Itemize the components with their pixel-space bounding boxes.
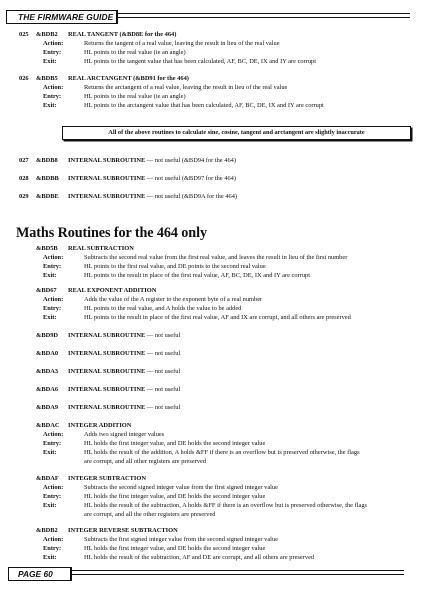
exit-text-continued: are corrupt, and all other registers are preserved <box>84 458 207 465</box>
entry-note: — not useful (&BD9A for the 464) <box>146 193 238 200</box>
entry-title: INTERNAL SUBROUTINE <box>68 404 146 411</box>
entry-text: HL holds the first integer value, and DE holds the second integer value <box>84 493 266 500</box>
entry-address: &BDB8 <box>36 157 58 164</box>
entry-address: &BDB2 <box>36 527 58 534</box>
page-number: PAGE 60 <box>18 569 53 579</box>
action-text: Subtracts the second real value from the first real value, and leaves the result in lieu of the first number <box>84 254 348 261</box>
entry-address: &BDAC <box>36 422 60 429</box>
entry-title: INTEGER SUBTRACTION <box>68 475 146 482</box>
warning-box: All of the above routines to calculate sine, cosine, tangent and arctangent are slightly inaccurate <box>62 126 411 140</box>
entry-address: &BDBE <box>36 193 59 200</box>
exit-text: HL points to the result in place of the first real value, AF, BC, DE, IX and IY are corrupt <box>84 272 310 279</box>
action-label: Action: <box>43 484 64 491</box>
entry-note: — not useful <box>146 386 181 393</box>
entry-label: Entry: <box>43 49 62 56</box>
entry-address: &BDA6 <box>36 386 59 393</box>
action-text: Subtracts the second signed integer value from the first signed integer value <box>84 484 278 491</box>
exit-label: Exit: <box>43 502 57 509</box>
entry-number: 028 <box>19 175 29 182</box>
entry-address: &BDAF <box>36 475 59 482</box>
entry-address: &BDB5 <box>36 75 58 82</box>
entry-note: — not useful (&BD94 for the 464) <box>146 157 236 164</box>
entry-text: HL points to the first real value, and DE points to the second real value <box>84 263 266 270</box>
exit-label: Exit: <box>43 272 57 279</box>
action-text: Adds two signed integer values <box>84 431 165 438</box>
entry-number: 025 <box>19 31 29 38</box>
footer-rule <box>72 574 404 575</box>
exit-label: Exit: <box>43 58 57 65</box>
entry-title: INTERNAL SUBROUTINE <box>68 368 146 375</box>
entry-title: INTERNAL SUBROUTINE <box>68 175 146 182</box>
entry-note: — not useful <box>146 404 181 411</box>
action-text: Returns the tangent of a real value, leaving the result in lieu of the real value <box>84 40 280 47</box>
entry-text: HL points to the real value (ie an angle) <box>84 49 186 56</box>
action-text: Adds the value of the A register to the exponent byte of a real number <box>84 296 263 303</box>
exit-text: HL holds the result of the subtraction, AF and DE are corrupt, and all others are preserved <box>84 554 315 561</box>
exit-text: HL points to the tangent value that has been calculated, AF, BC, DE, IX and IY are corrupt <box>84 58 317 65</box>
entry-label: Entry: <box>43 263 62 270</box>
action-label: Action: <box>43 536 64 543</box>
entry-title: REAL ARCTANGENT (&BD91 for the 464) <box>68 75 189 82</box>
entry-address: &BDA9 <box>36 404 59 411</box>
exit-text: HL points to the result in place of the first real value, AF and IX are corrupt, and all others are preserved <box>84 314 351 321</box>
entry-text: HL holds the first integer value, and DE holds the second integer value <box>84 545 266 552</box>
entry-title: REAL SUBTRACTION <box>68 245 134 252</box>
entry-address: &BD67 <box>36 287 57 294</box>
entry-title: INTERNAL SUBROUTINE <box>68 332 146 339</box>
action-label: Action: <box>43 84 64 91</box>
entry-note: — not useful <box>146 332 181 339</box>
exit-label: Exit: <box>43 314 57 321</box>
entry-address: &BD9D <box>36 332 59 339</box>
exit-text: HL points to the arctangent value that has been calculated, AF, BC, DE, IX and IY are corrupt <box>84 102 324 109</box>
action-label: Action: <box>43 40 64 47</box>
entry-text: HL points to the real value, and A holds the value to be added <box>84 305 242 312</box>
exit-text: HL holds the result of the addition, A holds &FF if there is an overflow but is preserved otherwise, the flags <box>84 449 360 456</box>
header-rule <box>118 13 410 14</box>
entry-label: Entry: <box>43 93 62 100</box>
exit-label: Exit: <box>43 102 57 109</box>
entry-text: HL points to the real value (ie an angle) <box>84 93 186 100</box>
entry-title: INTERNAL SUBROUTINE <box>68 193 146 200</box>
action-label: Action: <box>43 296 64 303</box>
entry-title: REAL EXPONENT ADDITION <box>68 287 157 294</box>
entry-text: HL holds the first integer value, and DE holds the second integer value <box>84 440 266 447</box>
entry-title: INTEGER ADDITION <box>68 422 132 429</box>
exit-label: Exit: <box>43 554 57 561</box>
entry-title: REAL TANGENT (&BD8E for the 464) <box>68 31 177 38</box>
entry-title: INTERNAL SUBROUTINE <box>68 386 146 393</box>
action-label: Action: <box>43 254 64 261</box>
footer-tab <box>8 567 72 581</box>
footer-rule <box>72 570 404 571</box>
section-title: Maths Routines for the 464 only <box>16 225 207 241</box>
header-title: THE FIRMWARE GUIDE <box>18 12 114 22</box>
entry-label: Entry: <box>43 493 62 500</box>
entry-label: Entry: <box>43 305 62 312</box>
entry-note: — not useful (&BD97 for the 464) <box>146 175 236 182</box>
header-tab <box>6 10 118 24</box>
action-text: Returns the arctangent of a real value, leaving the result in lieu of the real value <box>84 84 288 91</box>
action-text: Subtracts the first signed integer value from the second signed integer value <box>84 536 278 543</box>
exit-text: HL holds the result of the subtraction, A holds &FF if there is an overflow but is preserved otherwise, the flags <box>84 502 368 509</box>
entry-number: 027 <box>19 157 29 164</box>
entry-label: Entry: <box>43 545 62 552</box>
entry-title: INTERNAL SUBROUTINE <box>68 157 146 164</box>
entry-title: INTEGER REVERSE SUBTRACTION <box>68 527 178 534</box>
entry-address: &BD5B <box>36 245 58 252</box>
entry-address: &BDA3 <box>36 368 59 375</box>
entry-note: — not useful <box>146 350 181 357</box>
entry-number: 026 <box>19 75 29 82</box>
entry-title: INTERNAL SUBROUTINE <box>68 350 146 357</box>
exit-text-continued: are corrupt, and all the other registers are preserved <box>84 511 216 518</box>
entry-address: &BDB2 <box>36 31 58 38</box>
header-rule <box>118 17 410 18</box>
entry-address: &BDBB <box>36 175 59 182</box>
entry-label: Entry: <box>43 440 62 447</box>
exit-label: Exit: <box>43 449 57 456</box>
entry-note: — not useful <box>146 368 181 375</box>
entry-number: 029 <box>19 193 29 200</box>
action-label: Action: <box>43 431 64 438</box>
entry-address: &BDA0 <box>36 350 59 357</box>
